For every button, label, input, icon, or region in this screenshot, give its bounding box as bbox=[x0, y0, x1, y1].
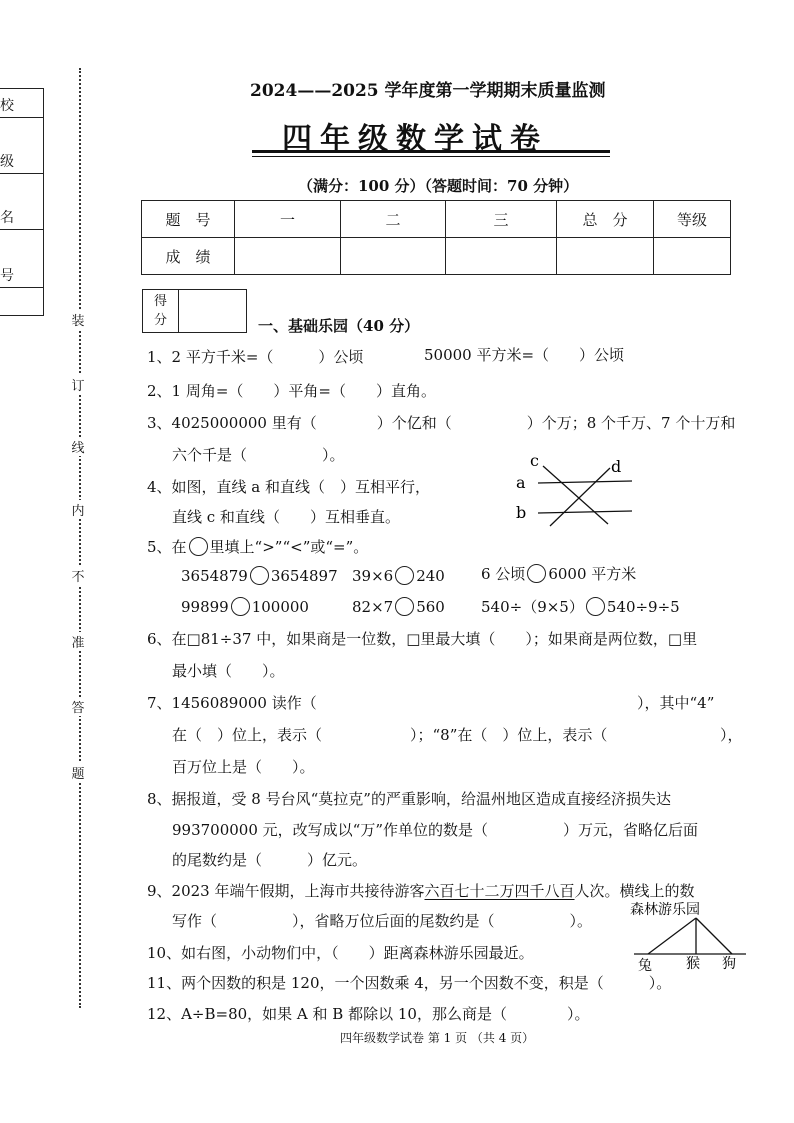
score-cell[interactable] bbox=[654, 238, 731, 275]
question-8b: 993700000 元，改写成以“万”作单位的数是（ ）万元，省略亿后面 bbox=[172, 821, 698, 839]
question-4a: 4、如图，直线 a 和直线（ ）互相平行， bbox=[147, 478, 431, 496]
compare-item: 99899 100000 bbox=[181, 598, 309, 616]
monkey-label: 猴 bbox=[686, 956, 700, 972]
answer-circle[interactable] bbox=[395, 597, 414, 616]
section-title: 一、基础乐园（40 分） bbox=[258, 317, 420, 335]
header-cell: 等级 bbox=[654, 201, 731, 238]
header-cell: 三 bbox=[446, 201, 557, 238]
score-cell[interactable] bbox=[446, 238, 557, 275]
compare-item: 3654879 3654897 bbox=[181, 567, 338, 585]
question-1a: 1、2 平方千米=（ ）公顷 bbox=[147, 348, 364, 366]
number-label: 号 bbox=[0, 268, 14, 284]
binding-char: 线 bbox=[70, 437, 86, 456]
question-7b-part1: 在（ ）位上，表示（ bbox=[172, 726, 323, 744]
exam-info: （满分：100 分）（答题时间：70 分钟） bbox=[298, 177, 579, 195]
label-a: a bbox=[516, 473, 526, 492]
binding-char: 订 bbox=[70, 375, 86, 394]
path-to-rabbit bbox=[648, 918, 696, 954]
binding-char: 不 bbox=[70, 566, 86, 585]
circle-icon bbox=[189, 537, 208, 556]
lines-figure bbox=[510, 450, 640, 530]
line-a bbox=[538, 481, 632, 483]
question-3b: 六个千是（ ）。 bbox=[172, 446, 345, 464]
line-c bbox=[543, 466, 608, 524]
score-table bbox=[141, 200, 731, 275]
question-10: 10、如右图，小动物们中，（ ）距离森林游乐园最近。 bbox=[147, 944, 534, 962]
section-score-box bbox=[142, 289, 247, 333]
question-8a: 8、据报道，受 8 号台风“莫拉克”的严重影响，给温州地区造成直接经济损失达 bbox=[147, 790, 671, 808]
answer-circle[interactable] bbox=[250, 566, 269, 585]
question-12: 12、A÷B=80，如果 A 和 B 都除以 10，那么商是（ ）。 bbox=[147, 1005, 590, 1023]
answer-circle[interactable] bbox=[395, 566, 414, 585]
label-c: c bbox=[530, 451, 539, 470]
forest-park-figure bbox=[620, 898, 750, 972]
name-label: 名 bbox=[0, 210, 14, 226]
path-to-dog bbox=[696, 918, 732, 954]
school-year-heading: 2024——2025 学年度第一学期期末质量监测 bbox=[250, 81, 606, 101]
answer-circle[interactable] bbox=[527, 564, 546, 583]
park-label: 森林游乐园 bbox=[630, 902, 700, 918]
binding-char: 准 bbox=[70, 632, 86, 651]
answer-circle[interactable] bbox=[231, 597, 250, 616]
question-11: 11、两个因数的积是 120，一个因数乘 4，另一个因数不变，积是（ ）。 bbox=[147, 974, 672, 992]
line-b bbox=[538, 511, 632, 513]
header-cell: 二 bbox=[341, 201, 446, 238]
score-box-label: 得 分 bbox=[143, 290, 179, 332]
question-1b: 50000 平方米=（ ）公顷 bbox=[424, 346, 625, 364]
question-3a: 3、4025000000 里有（ ）个亿和（ ）个万；8 个千万、7 个十万和 bbox=[147, 414, 736, 432]
question-7a-part1: 7、1456089000 读作（ bbox=[147, 694, 317, 712]
score-cell[interactable] bbox=[557, 238, 654, 275]
label-d: d bbox=[611, 457, 622, 476]
question-4b: 直线 c 和直线（ ）互相垂直。 bbox=[172, 508, 400, 526]
page-footer: 四年级数学试卷 第 1 页 （共 4 页） bbox=[340, 1031, 535, 1045]
compare-item: 540÷（9×5） 540÷9÷5 bbox=[481, 598, 680, 616]
header-cell: 一 bbox=[235, 201, 341, 238]
question-6b: 最小填（ ）。 bbox=[172, 662, 285, 680]
compare-item: 82×7 560 bbox=[352, 598, 445, 616]
compare-item: 6 公顷 6000 平方米 bbox=[481, 565, 637, 583]
binding-char: 答 bbox=[70, 697, 86, 716]
question-2: 2、1 周角=（ ）平角=（ ）直角。 bbox=[147, 382, 436, 400]
score-row-label: 成 绩 bbox=[142, 238, 235, 275]
answer-circle[interactable] bbox=[586, 597, 605, 616]
title-underline-thin bbox=[252, 156, 610, 157]
rabbit-label: 兔 bbox=[638, 958, 652, 972]
label-b: b bbox=[516, 503, 527, 522]
question-7b-part3: ）， bbox=[720, 726, 743, 744]
binding-char: 装 bbox=[70, 310, 86, 329]
header-cell: 总 分 bbox=[557, 201, 654, 238]
question-9b: 写作（ ），省略万位后面的尾数约是（ ）。 bbox=[172, 912, 593, 930]
class-label: 级 bbox=[0, 154, 14, 170]
question-7a-part2: ），其中“4” bbox=[637, 694, 715, 712]
student-info-box bbox=[0, 88, 44, 316]
binding-char: 题 bbox=[70, 763, 86, 782]
binding-char: 内 bbox=[70, 500, 86, 519]
exam-title: 四年级数学试卷 bbox=[282, 122, 548, 157]
school-label: 校 bbox=[0, 98, 14, 114]
score-box-blank[interactable] bbox=[180, 290, 246, 332]
question-9a: 9、2023 年端午假期，上海市共接待游客六百七十二万四千八百人次。横线上的数 bbox=[147, 882, 695, 900]
compare-item: 39×6 240 bbox=[352, 567, 445, 585]
binding-dotted-line bbox=[79, 68, 81, 1008]
question-7c: 百万位上是（ ）。 bbox=[172, 758, 315, 776]
header-cell: 题 号 bbox=[142, 201, 235, 238]
title-underline-thick bbox=[252, 150, 610, 153]
question-6a: 6、在□81÷37 中，如果商是一位数，□里最大填（ ）；如果商是两位数，□里 bbox=[147, 630, 698, 648]
score-cell[interactable] bbox=[341, 238, 446, 275]
question-5-stem: 5、在 里填上“>”“<”或“=”。 bbox=[147, 538, 369, 556]
question-7b-part2: ）；“8”在（ ）位上，表示（ bbox=[410, 726, 608, 744]
dog-label: 狗 bbox=[722, 956, 736, 972]
question-8c: 的尾数约是（ ）亿元。 bbox=[172, 851, 368, 869]
score-cell[interactable] bbox=[235, 238, 341, 275]
